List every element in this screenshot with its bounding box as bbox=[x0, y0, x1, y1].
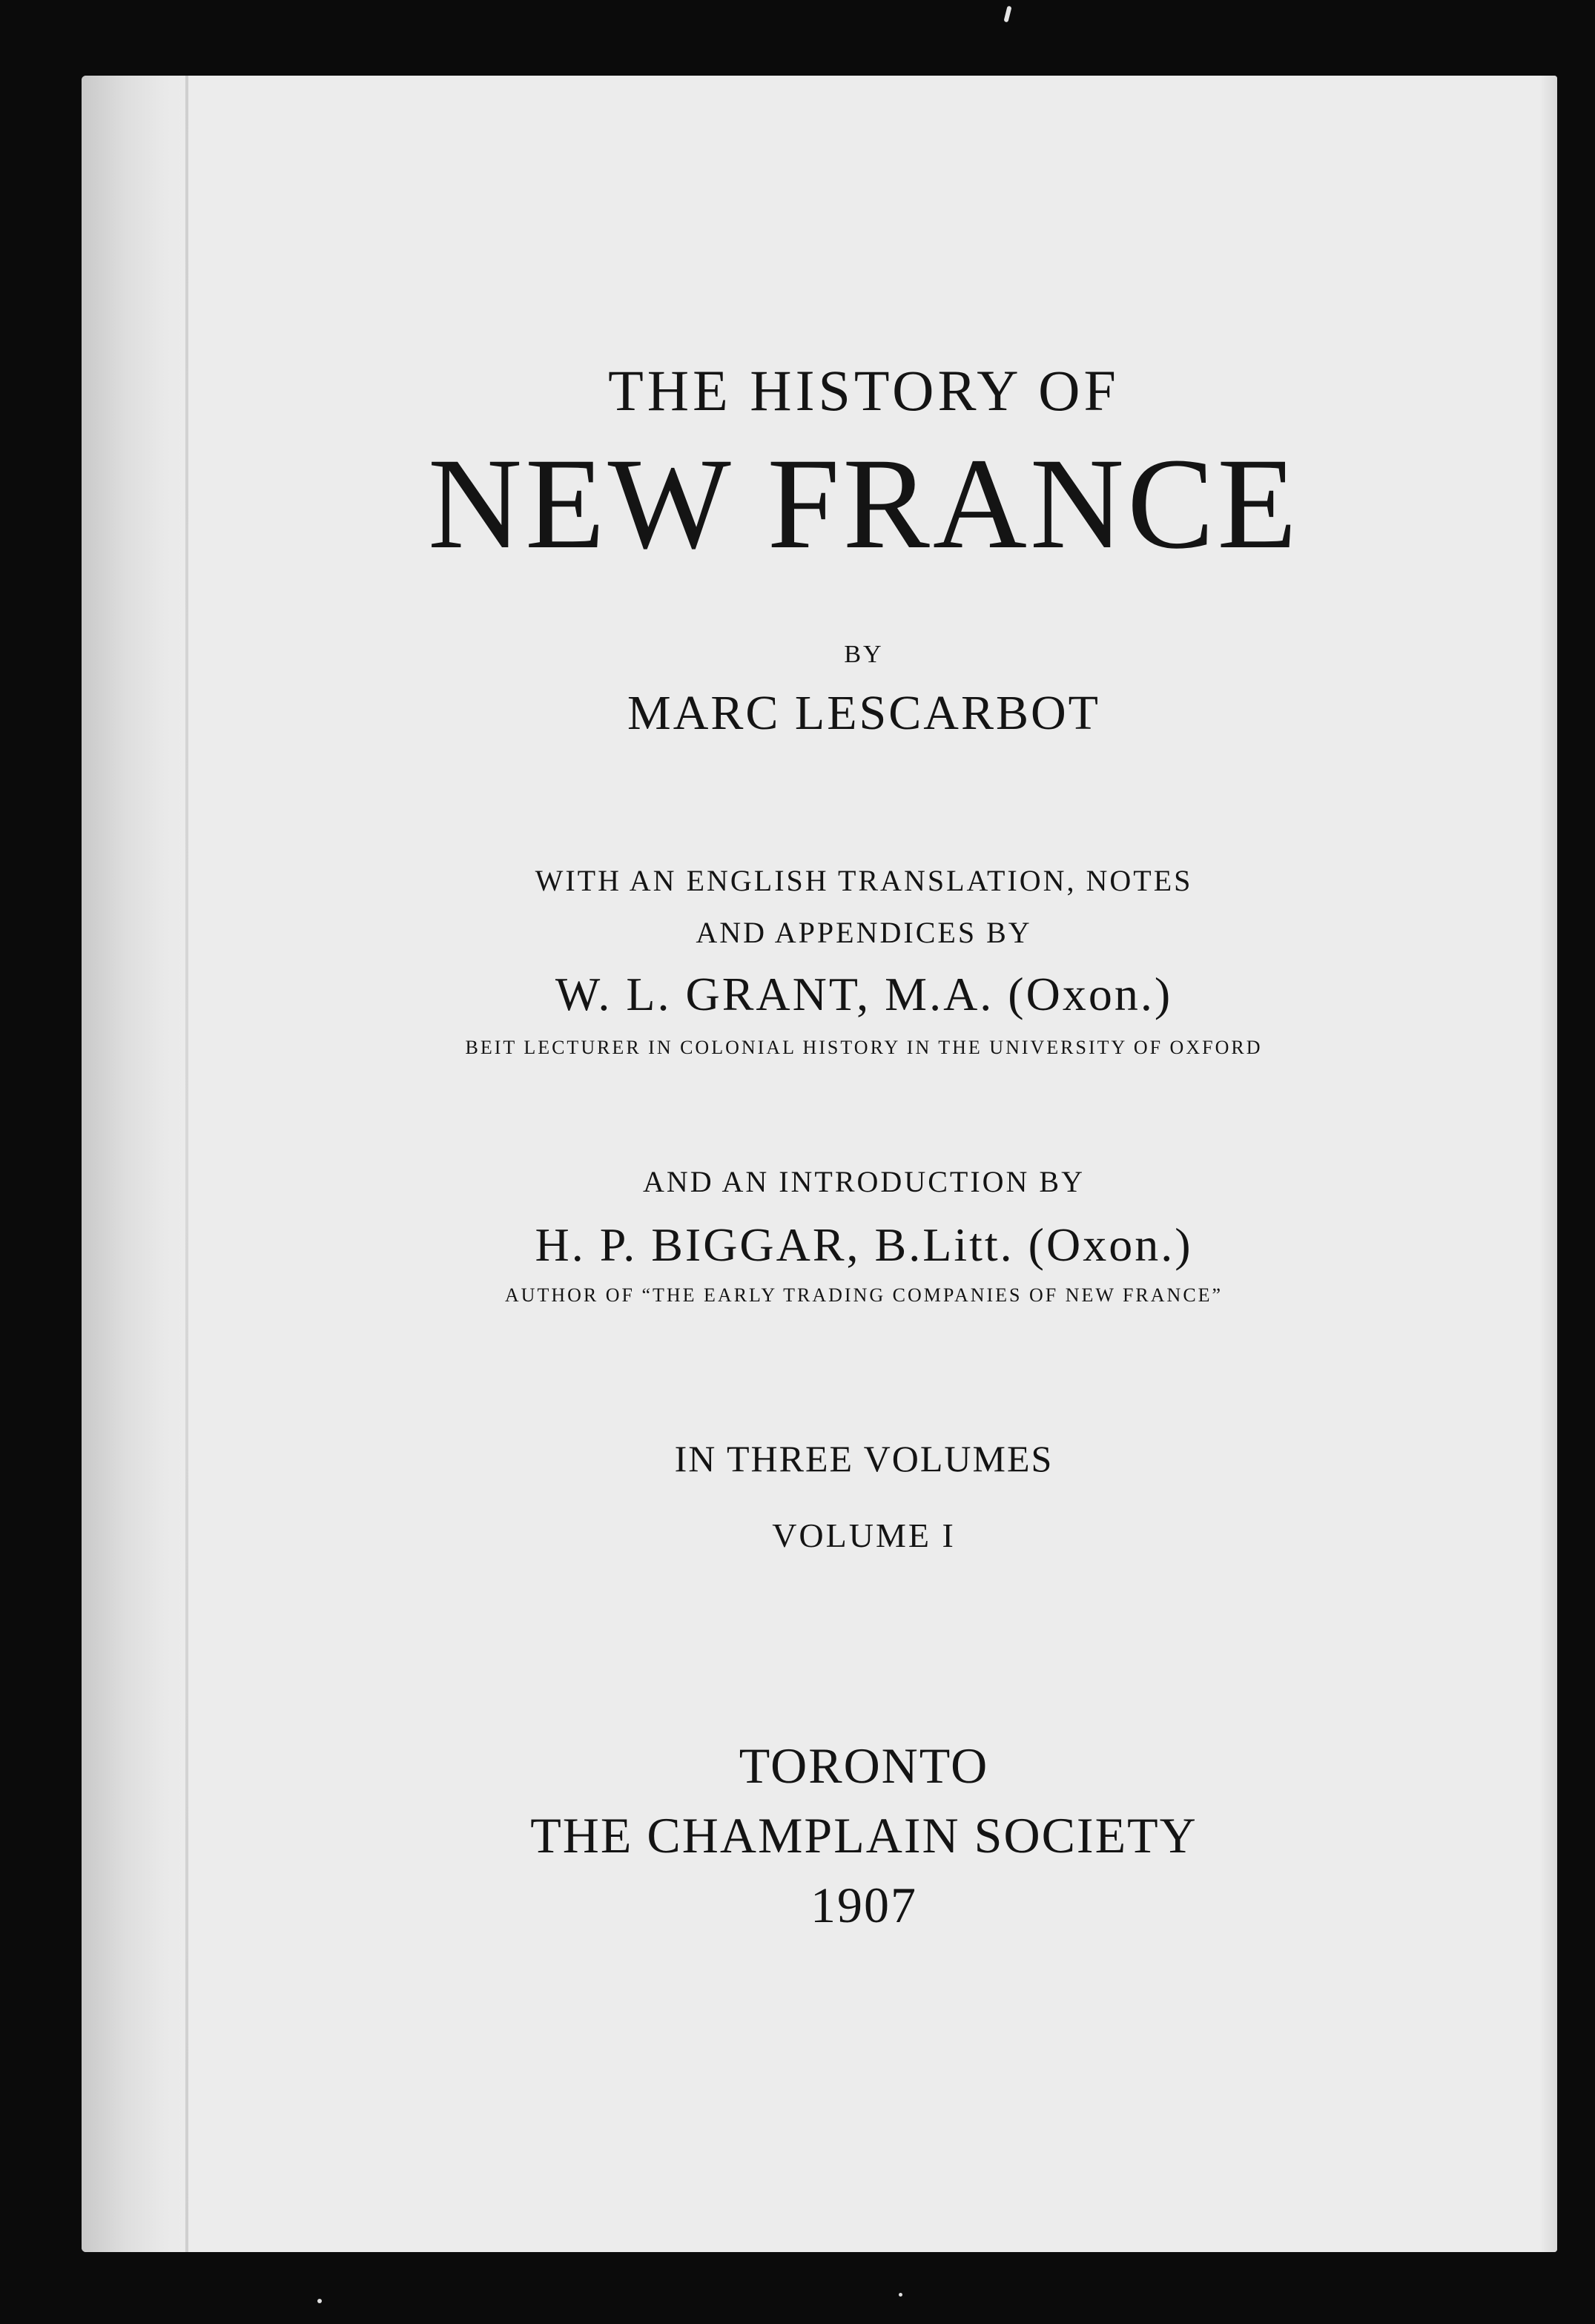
introduction-credit: AND AN INTRODUCTION BY bbox=[643, 1165, 1085, 1198]
scan-speck bbox=[899, 2293, 902, 2297]
title-page bbox=[82, 76, 1557, 2252]
author-name: MARC LESCARBOT bbox=[627, 686, 1100, 740]
volume-count: IN THREE VOLUMES bbox=[674, 1438, 1054, 1479]
publication-year: 1907 bbox=[810, 1877, 917, 1933]
scan-speck bbox=[317, 2299, 322, 2303]
title-prefix: THE HISTORY OF bbox=[608, 358, 1120, 423]
appendices-credit: AND APPENDICES BY bbox=[696, 916, 1032, 949]
introducer-name: H. P. BIGGAR, B.Litt. (Oxon.) bbox=[535, 1218, 1193, 1271]
main-title: NEW FRANCE bbox=[428, 432, 1300, 576]
publisher-name: THE CHAMPLAIN SOCIETY bbox=[530, 1807, 1198, 1864]
introducer-credentials: AUTHOR OF “THE EARLY TRADING COMPANIES OF NEW FRANCE” bbox=[504, 1284, 1224, 1306]
publication-city: TORONTO bbox=[739, 1737, 989, 1794]
title-page-text bbox=[82, 76, 1557, 2252]
translation-credit: WITH AN ENGLISH TRANSLATION, NOTES bbox=[535, 864, 1193, 897]
translator-position: BEIT LECTURER IN COLONIAL HISTORY IN THE UNIVERSITY OF OXFORD bbox=[465, 1037, 1263, 1058]
volume-number: VOLUME I bbox=[772, 1516, 956, 1554]
by-line: BY bbox=[844, 641, 884, 668]
translator-name: W. L. GRANT, M.A. (Oxon.) bbox=[555, 968, 1173, 1020]
